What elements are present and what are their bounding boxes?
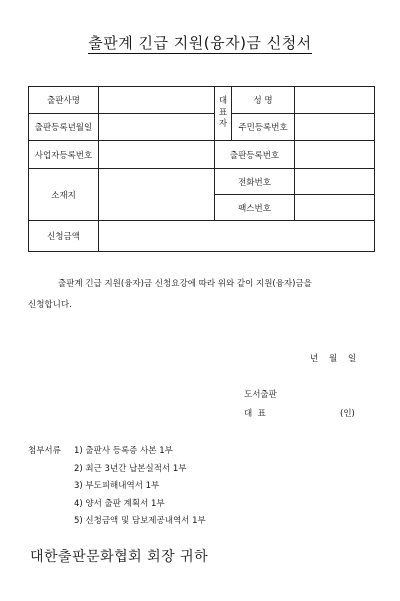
- application-table: [28, 86, 375, 252]
- business-number-field: [99, 141, 215, 169]
- phone-label: 전화번호: [215, 169, 295, 195]
- address-label: 소재지: [29, 169, 99, 221]
- seal-mark: (인): [340, 409, 355, 419]
- list-item: 2) 최근 3년간 납본실적서 1부: [74, 463, 187, 474]
- publisher-label: 도서출판: [244, 390, 277, 400]
- publishing-number-label: 출판등록번호: [215, 141, 295, 169]
- statement-line-2: 신청합니다.: [28, 300, 72, 310]
- fax-field: [295, 195, 375, 221]
- attachments-list: [74, 444, 206, 532]
- attachments-label: 첨부서류: [28, 446, 61, 456]
- publishing-number-field: [295, 141, 375, 169]
- form-title-text: 출판계 긴급 지원(융자)금 신청서: [88, 34, 312, 52]
- publisher-name-field: [99, 87, 215, 114]
- statement-line-1: 출판계 긴급 지원(융자)금 신청요강에 따라 위와 같이 지원(융자)금을: [58, 279, 312, 289]
- fax-label: 팩스번호: [215, 195, 295, 221]
- resident-number-field: [295, 114, 375, 141]
- list-item: 4) 양서 출판 계획서 1부: [74, 498, 165, 509]
- registration-date-label: 출판등록년월일: [29, 114, 99, 141]
- business-number-label: 사업자등록번호: [29, 141, 99, 169]
- resident-number-label: 주민등록번호: [232, 114, 295, 141]
- representative-line: 대 표: [244, 409, 266, 419]
- name-field: [295, 87, 375, 114]
- statement: [28, 274, 378, 316]
- amount-field: [99, 221, 375, 252]
- amount-label: 신청금액: [29, 221, 99, 252]
- list-item: 5) 신청금액 및 담보제공내역서 1부: [74, 516, 206, 526]
- representative-label: [215, 87, 232, 141]
- date-line: 년 월 일: [310, 354, 357, 364]
- representative-vertical-text: 대 표 자: [218, 95, 228, 130]
- name-label: 성 명: [232, 87, 295, 114]
- list-item: 3) 부도피해내역서 1부: [74, 481, 160, 491]
- addressee: 대한출판문화협회 회장 귀하: [30, 549, 209, 565]
- phone-field: [295, 169, 375, 195]
- publisher-name-label: 출판사명: [29, 87, 99, 114]
- address-field: [99, 169, 215, 221]
- list-item: 1) 출판사 등록증 사본 1부: [74, 446, 173, 456]
- form-title: [0, 32, 400, 53]
- registration-date-field: [99, 114, 215, 141]
